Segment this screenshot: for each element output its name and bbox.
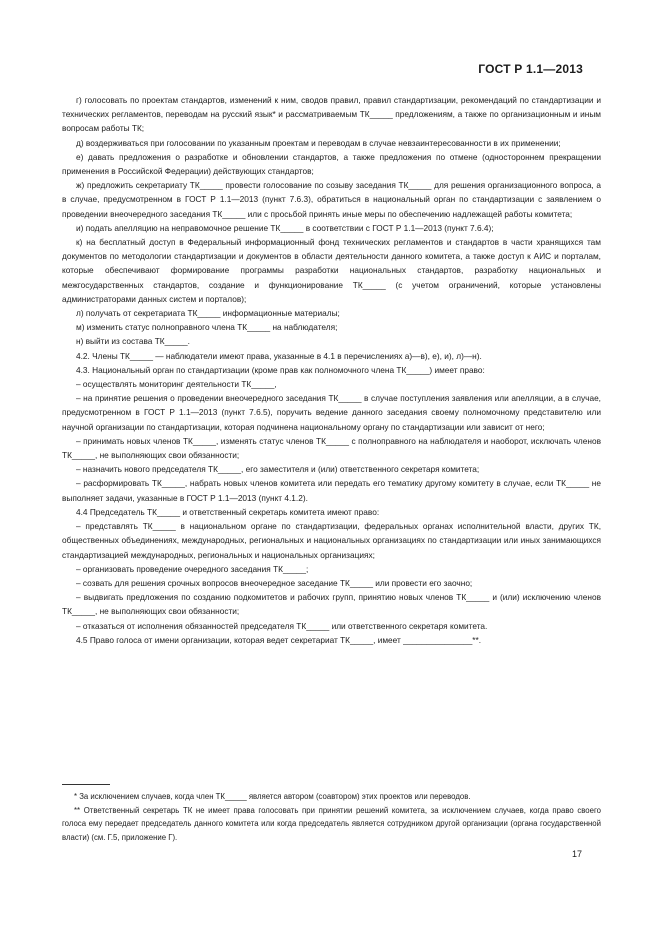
- paragraph-l: л) получать от секретариата ТК_____ информационные материалы;: [76, 308, 340, 319]
- footnote-2: ** Ответственный секретарь ТК не имеет права голосовать при принятии решений комитета, за исключением случаев, когда право своего голоса ему передает председатель данного комитета или когда председатель является сотрудником другой организации (органа государственной власти) (см. Г.5, приложение Г).: [62, 805, 601, 842]
- list-item: – расформировать ТК_____, набрать новых членов комитета или передать его тематику другому комитету в случае, если ТК_____ не выполняет задачи, указанные в ГОСТ Р 1.1—2013 (пункт 4.1.2).: [62, 478, 601, 503]
- paragraph-m: м) изменить статус полноправного члена ТК_____ на наблюдателя;: [76, 322, 338, 333]
- clause-4-3: 4.3. Национальный орган по стандартизации (кроме прав как полномочного члена ТК_____) имеет право:: [76, 364, 485, 375]
- clause-4-4: 4.4 Председатель ТК_____ и ответственный секретарь комитета имеют право:: [76, 506, 380, 517]
- document-body: [62, 93, 601, 647]
- document-code-header: ГОСТ Р 1.1—2013: [478, 62, 583, 76]
- list-item: – назначить нового председателя ТК_____, его заместителя и (или) ответственного секретаря комитета;: [76, 464, 480, 475]
- list-item: – отказаться от исполнения обязанностей председателя ТК_____ или ответственного секретаря комитета.: [76, 620, 488, 631]
- list-item: – на принятие решения о проведении внеочередного заседания ТК_____ в случае поступления заявления или апелляции, а в случае, предусмотренном в ГОСТ Р 1.1—2013 (пункт 7.6.5), поручить ведение данного заседания своему полномочному представителю или научной организации по стандартизации, которая подчинена национальному органу по стандартизации или зависит от него;: [62, 393, 601, 432]
- list-item: – созвать для решения срочных вопросов внеочередное заседание ТК_____ или провести его заочно;: [76, 577, 473, 588]
- footnote-divider: [62, 784, 110, 785]
- list-item: – представлять ТК_____ в национальном органе по стандартизации, федеральных органах исполнительной власти, других ТК, общественных объединениях, международных, региональных и национальных организациях по стандартизации или иных занимающихся стандартизацией международных, региональных и национальных организациях;: [62, 521, 601, 560]
- list-item: – принимать новых членов ТК_____, изменять статус членов ТК_____ с полноправного на наблюдателя и наоборот, исключать членов ТК_____, не выполняющих свои обязанности;: [62, 435, 601, 461]
- clause-4-5: 4.5 Право голоса от имени организации, которая ведет секретариат ТК_____, имеет _______________**.: [76, 634, 482, 645]
- paragraph-g: г) голосовать по проектам стандартов, изменений к ним, сводов правил, правил стандартизации, рекомендаций по стандартизации и технических регламентов, переводам на русский язык* и рассматриваемым ТК_____ предложениям, а также по организационным и иным вопросам работы ТК;: [62, 95, 601, 134]
- footnote-1: * За исключением случаев, когда член ТК_____ является автором (соавтором) этих проектов или переводов.: [74, 792, 471, 801]
- list-item: – выдвигать предложения по созданию подкомитетов и рабочих групп, принятию новых членов ТК_____ и (или) исключению членов ТК_____, не выполняющих свои обязанности;: [62, 592, 601, 617]
- paragraph-e: е) давать предложения о разработке и обновлении стандартов, а также предложения по отмене (одностороннем прекращении применения в Российской Федерации) действующих стандартов;: [62, 151, 601, 177]
- clause-4-2: 4.2. Члены ТК_____ — наблюдатели имеют права, указанные в 4.1 в перечислениях а)—в), е), и), л)—н).: [76, 350, 482, 361]
- footnotes: [62, 790, 601, 844]
- list-item: – организовать проведение очередного заседания ТК_____;: [76, 563, 309, 574]
- paragraph-zh: ж) предложить секретариату ТК_____ провести голосование по созыву заседания ТК_____ для решения организационного вопроса, а в случае, предусмотренном в ГОСТ Р 1.1—2013 (пункт 7.6.3), обратиться в национальный орган по стандартизации с заявлением о проведении внеочередного заседания ТК_____ или с просьбой принять иные меры по обеспечению надлежащей работы комитета;: [62, 180, 601, 219]
- paragraph-d: д) воздерживаться при голосовании по указанным проектам и переводам в случае невзаинтересованности в их применении;: [76, 137, 561, 148]
- paragraph-k: к) на бесплатный доступ в Федеральный информационный фонд технических регламентов и стандартов в части хранящихся там документов по методологии стандартизации и документов в области деятельности данного комитета, а также доступ к АИС и порталам, которые обеспечивают формирование программы разработки национальных стандартов, разработку национальных и межгосударственных стандартов, создание и функционирование ТК_____ (с учетом ограничений, которые установлены администраторами данных систем и порталов);: [62, 237, 601, 304]
- paragraph-n: н) выйти из состава ТК_____.: [76, 336, 190, 347]
- list-item: – осуществлять мониторинг деятельности ТК_____,: [76, 379, 277, 390]
- paragraph-i: и) подать апелляцию на неправомочное решение ТК_____ в соответствии с ГОСТ Р 1.1—2013 (пункт 7.6.4);: [76, 222, 494, 233]
- page-number: 17: [571, 849, 582, 859]
